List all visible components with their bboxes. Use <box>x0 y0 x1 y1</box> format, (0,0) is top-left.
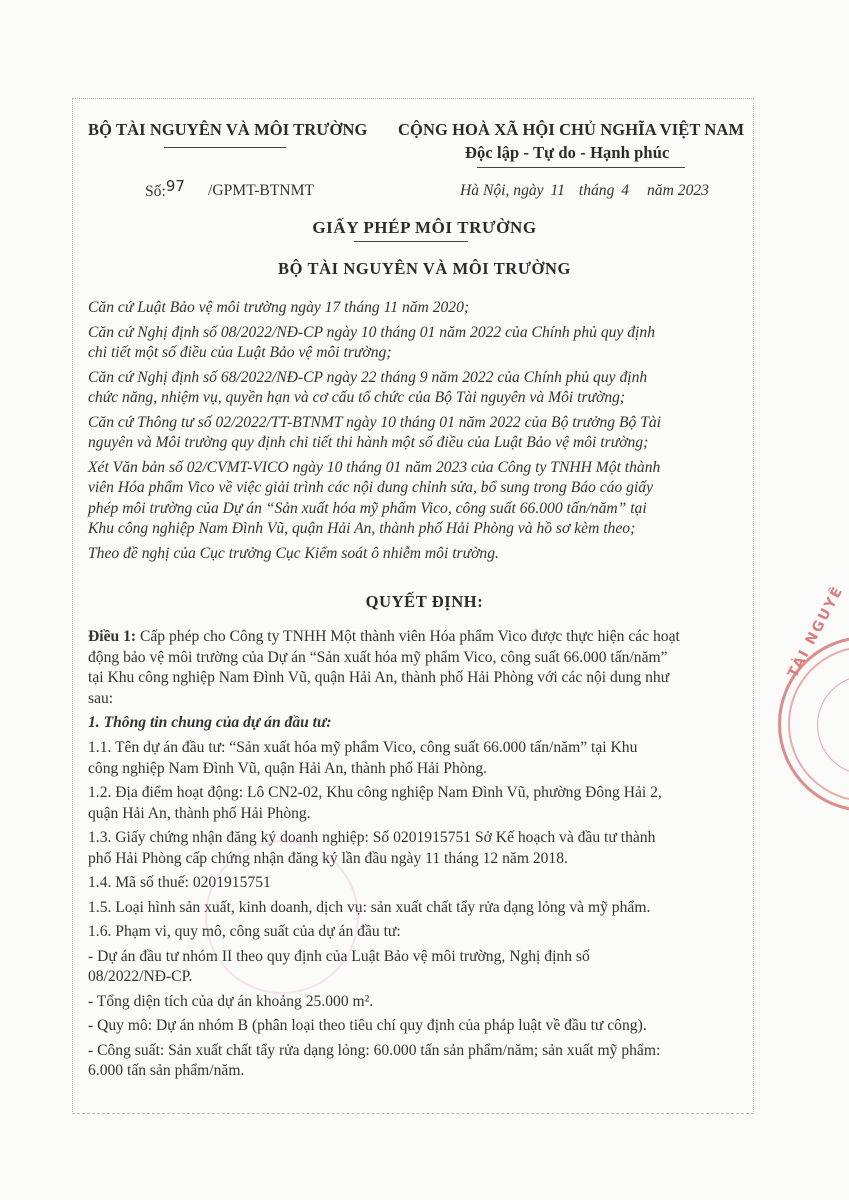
item-1-2: 1.2. Địa điểm hoạt động: Lô CN2-02, Khu công nghiệp Nam Đình Vũ, phường Đông Hải 2, quận Hải An, thành phố Hải Phòng. <box>88 784 662 822</box>
stamp-ghost-mark <box>205 840 359 994</box>
doc-number: 97 <box>165 177 185 195</box>
item-capacity: - Công suất: Sản xuất chất tẩy rửa dạng lỏng: 60.000 tấn sản phẩm/năm; sản xuất mỹ phẩm: 6.000 tấn sản phẩm/năm. <box>88 1041 661 1079</box>
section-1-items <box>88 738 662 1082</box>
title-underline <box>354 241 468 242</box>
national-motto: Độc lập - Tự do - Hạnh phúc <box>465 143 670 162</box>
date-month-label: tháng <box>578 182 615 199</box>
place-date <box>460 182 709 200</box>
decision-heading: QUYẾT ĐỊNH: <box>365 592 484 611</box>
preamble-decree-08: Căn cứ Nghị định số 08/2022/NĐ-CP ngày 10 tháng 01 năm 2022 của Chính phủ quy định chi tiết một số điều của Luật Bảo vệ môi trường; <box>88 323 655 361</box>
item-1-6: 1.6. Phạm vi, quy mô, công suất của dự án đầu tư: <box>88 923 401 940</box>
doc-number-row <box>145 177 185 201</box>
preamble-decree-68: Căn cứ Nghị định số 68/2022/NĐ-CP ngày 22 tháng 9 năm 2022 của Chính phủ quy định chức năng, nhiệm vụ, quyền hạn và cơ cấu tổ chức của Bộ Tài nguyên và Môi trường; <box>88 368 648 406</box>
section-1-heading: 1. Thông tin chung của dự án đầu tư: <box>88 714 332 731</box>
date-year-label: năm <box>647 182 674 199</box>
item-1-3: 1.3. Giấy chứng nhận đăng ký doanh nghiệp: Số 0201915751 Sở Kế hoạch và đầu tư thành phố Hải Phòng cấp chứng nhận đăng ký lần đầu ngày 11 tháng 12 năm 2018. <box>88 829 656 867</box>
preamble-law: Căn cứ Luật Bảo vệ môi trường ngày 17 tháng 11 năm 2020; <box>88 299 470 316</box>
item-1-4: 1.4. Mã số thuế: 0201915751 <box>88 874 271 891</box>
seal-inner-ring <box>817 675 849 775</box>
date-prefix: Hà Nội, ngày <box>460 182 544 199</box>
motto-underline <box>477 167 685 168</box>
ministry-underline <box>164 147 286 148</box>
item-scale: - Quy mô: Dự án nhóm B (phân loại theo tiêu chí quy định của pháp luật về đầu tư công). <box>88 1017 647 1034</box>
date-day: 11 <box>550 182 565 199</box>
ministry-name: BỘ TÀI NGUYÊN VÀ MÔI TRƯỜNG <box>88 120 368 139</box>
preamble <box>88 298 661 564</box>
official-seal <box>778 583 849 812</box>
doc-code: /GPMT-BTNMT <box>208 182 314 199</box>
article-1: Điều 1: Cấp phép cho Công ty TNHH Một thành viên Hóa phẩm Vico được thực hiện các hoạt động bảo vệ môi trường của Dự án “Sản xuất hóa mỹ phẩm Vico, công suất 66.000 tấn/năm” tại Khu công nghiệp Nam Đình Vũ, quận Hải An, thành phố Hải Phòng với các nội dung như sau: <box>88 628 680 707</box>
preamble-proposal: Theo đề nghị của Cục trưởng Cục Kiểm soát ô nhiễm môi trường. <box>88 544 499 562</box>
document-title: GIẤY PHÉP MÔI TRƯỜNG <box>312 218 537 237</box>
article-1-label: Điều 1: <box>88 628 137 645</box>
issuer-name: BỘ TÀI NGUYÊN VÀ MÔI TRƯỜNG <box>278 259 571 278</box>
date-year: 2023 <box>677 182 709 199</box>
item-1-5: 1.5. Loại hình sản xuất, kinh doanh, dịch vụ: sản xuất chất tẩy rửa dạng lỏng và mỹ phẩm. <box>88 898 651 916</box>
item-area: - Tổng diện tích của dự án khoảng 25.000 m². <box>88 992 374 1010</box>
republic-name: CỘNG HOÀ XÃ HỘI CHỦ NGHĨA VIỆT NAM <box>398 120 745 139</box>
seal-text: TÀI NGUYÊ <box>785 583 847 681</box>
doc-number-label: Số: <box>145 183 166 200</box>
preamble-consideration: Xét Văn bản số 02/CVMT-VICO ngày 10 tháng 01 năm 2023 của Công ty TNHH Một thành viên Hóa phẩm Vico về việc giải trình các nội dung chỉnh sửa, bổ sung trong Báo cáo giấy phép môi trường của Dự án “Sản xuất hóa mỹ phẩm Vico, công suất 66.000 tấn/năm” tại Khu công nghiệp Nam Đình Vũ, quận Hải An, thành phố Hải Phòng và hồ sơ kèm theo; <box>88 458 661 537</box>
preamble-circular: Căn cứ Thông tư số 02/2022/TT-BTNMT ngày 10 tháng 01 năm 2022 của Bộ trưởng Bộ Tài nguyên và Môi trường quy định chi tiết thi hành một số điều của Luật Bảo vệ môi trường; <box>88 413 662 451</box>
item-project-group: - Dự án đầu tư nhóm II theo quy định của Luật Bảo vệ môi trường, Nghị định số 08/2022/NĐ-CP. <box>88 947 590 985</box>
date-month: 4 <box>621 182 630 199</box>
item-1-1: 1.1. Tên dự án đầu tư: “Sản xuất hóa mỹ phẩm Vico, công suất 66.000 tấn/năm” tại Khu công nghiệp Nam Đình Vũ, quận Hải An, thành phố Hải Phòng. <box>88 739 638 777</box>
